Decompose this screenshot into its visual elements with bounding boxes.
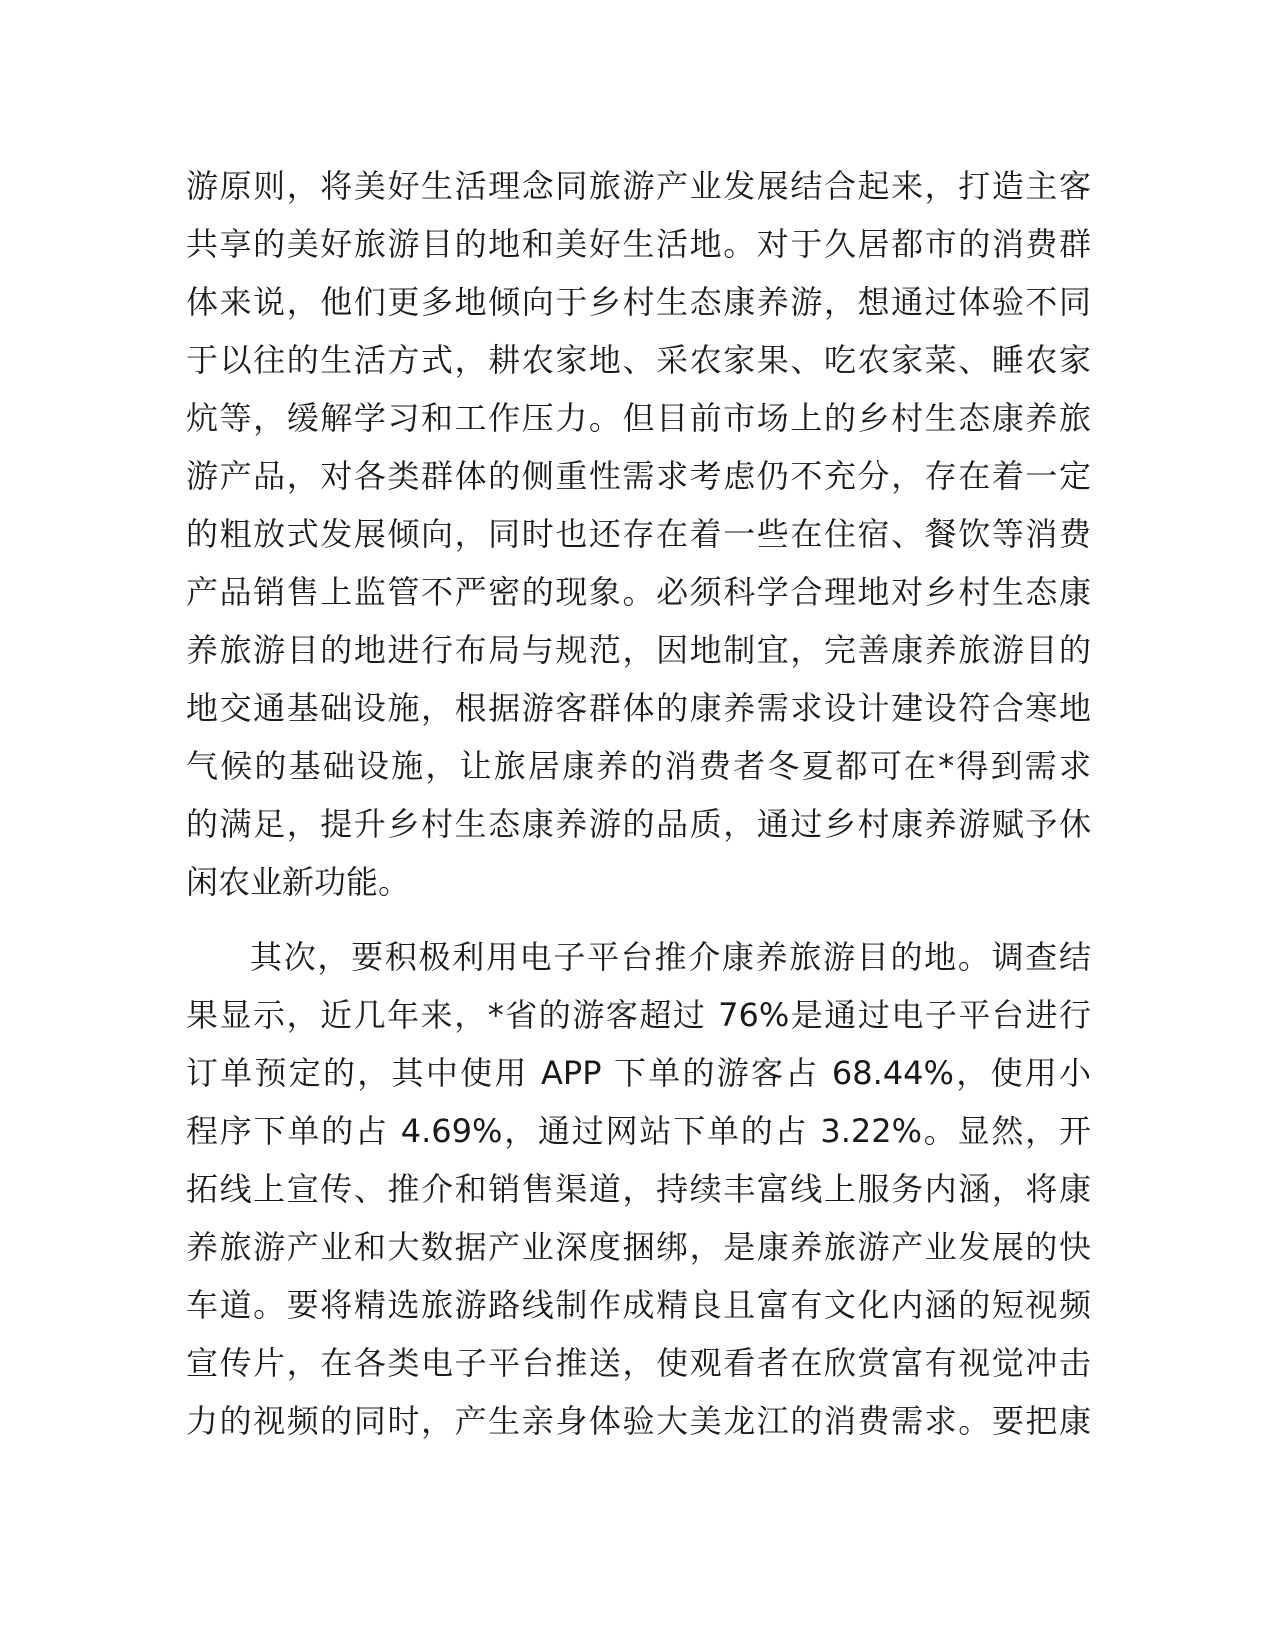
text-line: 宣传片，在各类电子平台推送，使观看者在欣赏富有视觉冲击 [186,1344,1091,1382]
text-line: 产品销售上监管不严密的现象。必须科学合理地对乡村生态康 [186,573,1091,611]
text-line: 游产品，对各类群体的侧重性需求考虑仍不充分，存在着一定 [186,457,1091,495]
text-line: 闲农业新功能。 [186,863,411,901]
text-line: 地交通基础设施，根据游客群体的康养需求设计建设符合寒地 [186,689,1091,727]
text-line: 程序下单的占 4.69%，通过网站下单的占 3.22%。显然，开 [186,1112,1091,1150]
text-line: 订单预定的，其中使用 APP 下单的游客占 68.44%，使用小 [186,1054,1091,1092]
text-line: 的满足，提升乡村生态康养游的品质，通过乡村康养游赋予休 [186,805,1091,843]
text-line: 炕等，缓解学习和工作压力。但目前市场上的乡村生态康养旅 [186,399,1091,437]
text-line: 体来说，他们更多地倾向于乡村生态康养游，想通过体验不同 [186,283,1091,321]
text-line: 车道。要将精选旅游路线制作成精良且富有文化内涵的短视频 [186,1286,1091,1324]
text-line: 养旅游产业和大数据产业深度捆绑，是康养旅游产业发展的快 [186,1228,1091,1266]
text-line: 共享的美好旅游目的地和美好生活地。对于久居都市的消费群 [186,225,1091,263]
text-line: 于以往的生活方式，耕农家地、采农家果、吃农家菜、睡农家 [186,341,1091,379]
text-line: 力的视频的同时，产生亲身体验大美龙江的消费需求。要把康 [186,1402,1091,1440]
text-line: 其次，要积极利用电子平台推介康养旅游目的地。调查结 [250,938,1091,976]
paragraph-2 [186,928,1091,1450]
text-line: 气候的基础设施，让旅居康养的消费者冬夏都可在*得到需求 [186,747,1091,785]
text-line: 养旅游目的地进行布局与规范，因地制宜，完善康养旅游目的 [186,631,1091,669]
text-line: 的粗放式发展倾向，同时也还存在着一些在住宿、餐饮等消费 [186,515,1091,553]
paragraph-1 [186,157,1091,911]
text-line: 果显示，近几年来，*省的游客超过 76%是通过电子平台进行 [186,996,1091,1034]
text-line: 拓线上宣传、推介和销售渠道，持续丰富线上服务内涵，将康 [186,1170,1091,1208]
text-line: 游原则，将美好生活理念同旅游产业发展结合起来，打造主客 [186,167,1091,205]
